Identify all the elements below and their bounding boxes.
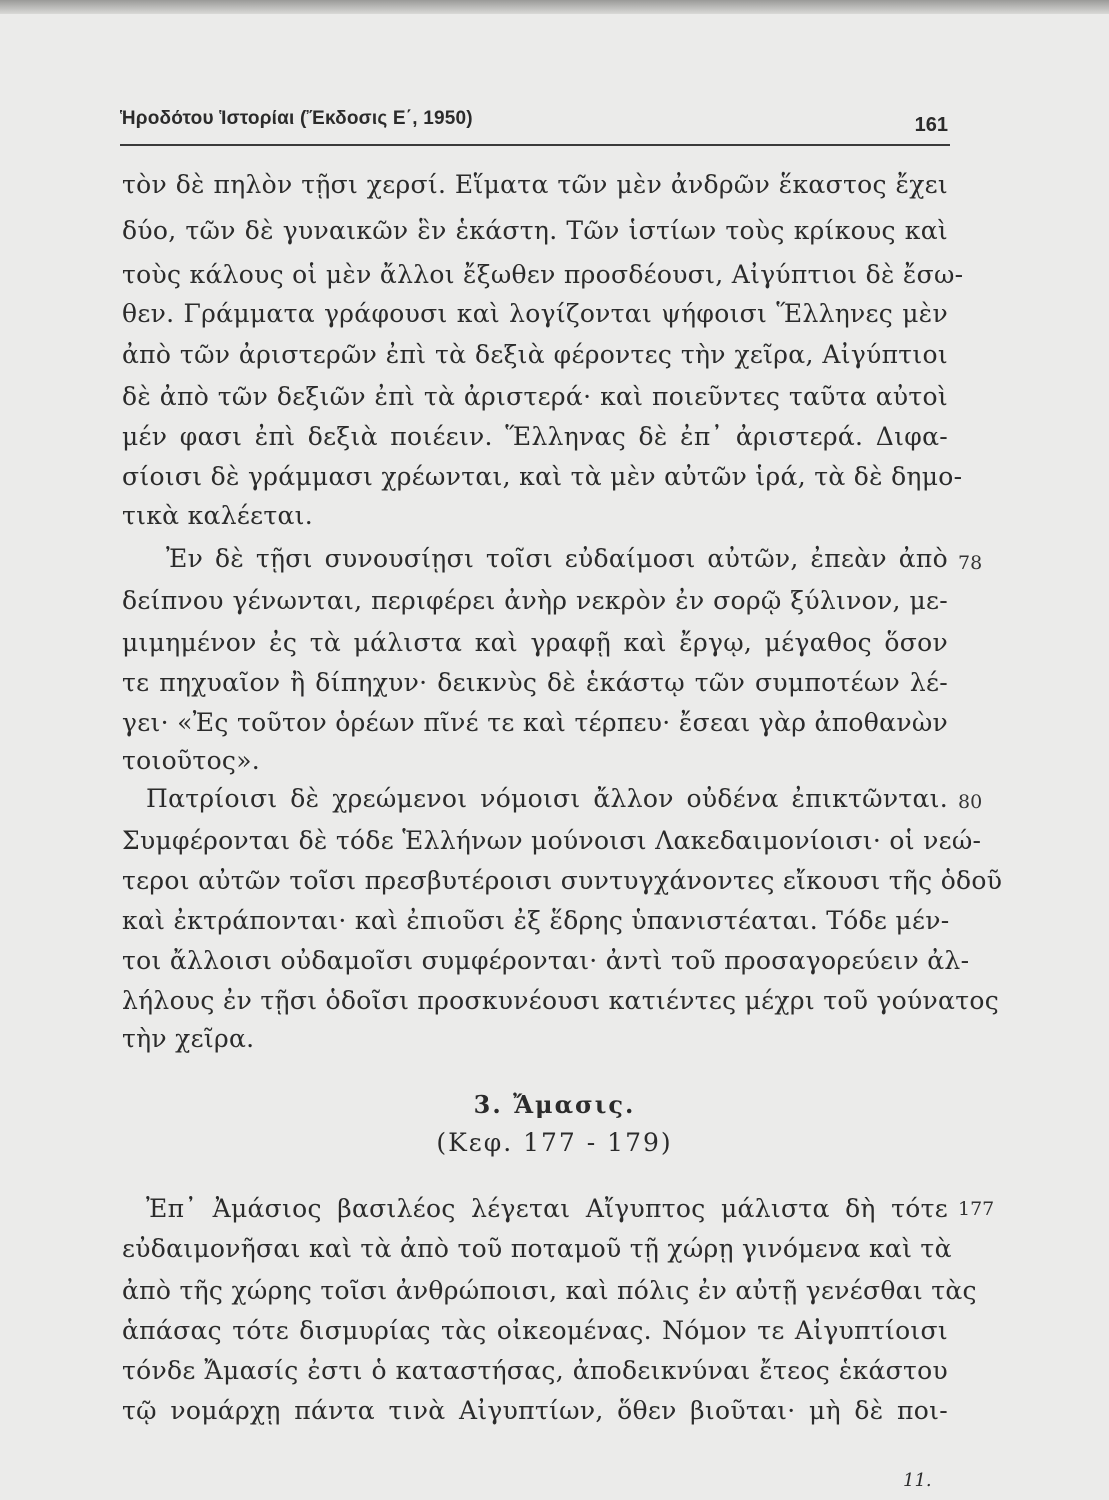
text-line: τοι ἄλλοισι οὐδαμοῖσι συμφέρονται· ἀντὶ τοῦ προσαγορεύειν ἀλ- — [122, 946, 970, 975]
text-line: Ἐν δὲ τῇσι συνουσίῃσι τοῖσι εὐδαίμοσι αὐτῶν, ἐπεὰν ἀπὸ — [166, 544, 948, 573]
margin-line-number: 80 — [958, 791, 983, 813]
text-line: τοιοῦτος». — [122, 746, 261, 775]
text-line: Ἐπ᾽ Ἀμάσιος βασιλέος λέγεται Αἴγυπτος μάλιστα δὴ τότε — [146, 1194, 948, 1223]
page-number: 161 — [914, 114, 948, 136]
section-subtitle: (Κεφ. 177 - 179) — [436, 1128, 673, 1157]
text-line: δύο, τῶν δὲ γυναικῶν ἓν ἑκάστη. Τῶν ἱστίων τοὺς κρίκους καὶ — [122, 216, 948, 245]
text-line: δὲ ἀπὸ τῶν δεξιῶν ἐπὶ τὰ ἀριστερά· καὶ ποιεῦντες ταῦτα αὐτοὶ — [122, 382, 948, 411]
text-line: ἁπάσας τότε δισμυρίας τὰς οἰκεομένας. Νόμον τε Αἰγυπτίοισι — [122, 1316, 948, 1345]
text-line: τικὰ καλέεται. — [122, 501, 314, 530]
signature-mark: 11. — [903, 1470, 932, 1491]
text-line: τοὺς κάλους οἱ μὲν ἄλλοι ἔξωθεν προσδέουσι, Αἰγύπτιοι δὲ ἔσω- — [122, 260, 964, 289]
text-line: ἀπὸ τῶν ἀριστερῶν ἐπὶ τὰ δεξιὰ φέροντες τὴν χεῖρα, Αἰγύπτιοι — [122, 340, 948, 369]
text-line: τόνδε Ἄμασίς ἐστι ὁ καταστήσας, ἀποδεικνύναι ἔτεος ἑκάστου — [122, 1356, 948, 1385]
text-line: τῷ νομάρχῃ πάντα τινὰ Αἰγυπτίων, ὅθεν βιοῦται· μὴ δὲ ποι- — [122, 1396, 948, 1425]
text-line: τὸν δὲ πηλὸν τῇσι χερσί. Εἵματα τῶν μὲν ἀνδρῶν ἕκαστος ἔχει — [122, 170, 948, 199]
section-title: 3. Ἄμασις. — [473, 1090, 636, 1119]
text-line: εὐδαιμονῆσαι καὶ τὰ ἀπὸ τοῦ ποταμοῦ τῇ χώρῃ γινόμενα καὶ τὰ — [122, 1234, 952, 1263]
text-line: τὴν χεῖρα. — [122, 1024, 255, 1053]
text-line: θεν. Γράμματα γράφουσι καὶ λογίζονται ψήφοισι Ἕλληνες μὲν — [122, 299, 948, 328]
text-line: Πατρίοισι δὲ χρεώμενοι νόμοισι ἄλλον οὐδένα ἐπικτῶνται. — [146, 784, 948, 813]
text-line: μιμημένον ἐς τὰ μάλιστα καὶ γραφῇ καὶ ἔργῳ, μέγαθος ὅσον — [122, 628, 948, 657]
text-line: σίοισι δὲ γράμμασι χρέωνται, καὶ τὰ μὲν αὐτῶν ἱρά, τὰ δὲ δημο- — [122, 462, 963, 491]
header-title: Ἡροδότου Ἱστορίαι (Ἔκδοσις Ε΄, 1950) — [120, 108, 473, 129]
text-line: γει· «Ἐς τοῦτον ὁρέων πῖνέ τε καὶ τέρπευ· ἔσεαι γὰρ ἀποθανὼν — [122, 708, 948, 737]
text-line: τεροι αὐτῶν τοῖσι πρεσβυτέροισι συντυγχάνοντες εἴκουσι τῆς ὁδοῦ — [122, 866, 1003, 895]
running-header — [120, 104, 950, 146]
text-line: ἀπὸ τῆς χώρης τοῖσι ἀνθρώποισι, καὶ πόλις ἐν αὐτῇ γενέσθαι τὰς — [122, 1276, 977, 1305]
text-line: λήλους ἐν τῇσι ὁδοῖσι προσκυνέουσι κατιέντες μέχρι τοῦ γούνατος — [122, 986, 999, 1015]
text-line: τε πηχυαῖον ἢ δίπηχυν· δεικνὺς δὲ ἑκάστῳ τῶν συμποτέων λέ- — [122, 668, 948, 697]
margin-line-number: 177 — [958, 1198, 995, 1220]
text-line: δείπνου γένωνται, περιφέρει ἀνὴρ νεκρὸν ἐν σορῷ ξύλινον, με- — [122, 586, 948, 615]
text-line: Συμφέρονται δὲ τόδε Ἑλλήνων μούνοισι Λακεδαιμονίοισι· οἱ νεώ- — [122, 826, 982, 855]
scan-top-edge — [0, 0, 1109, 14]
margin-line-number: 78 — [958, 552, 983, 574]
text-line: καὶ ἐκτράπονται· καὶ ἐπιοῦσι ἐξ ἕδρης ὑπανιστέαται. Τόδε μέν- — [122, 906, 950, 935]
text-line: μέν φασι ἐπὶ δεξιὰ ποιέειν. Ἕλληνας δὲ ἐπ᾽ ἀριστερά. Διφα- — [122, 422, 948, 451]
